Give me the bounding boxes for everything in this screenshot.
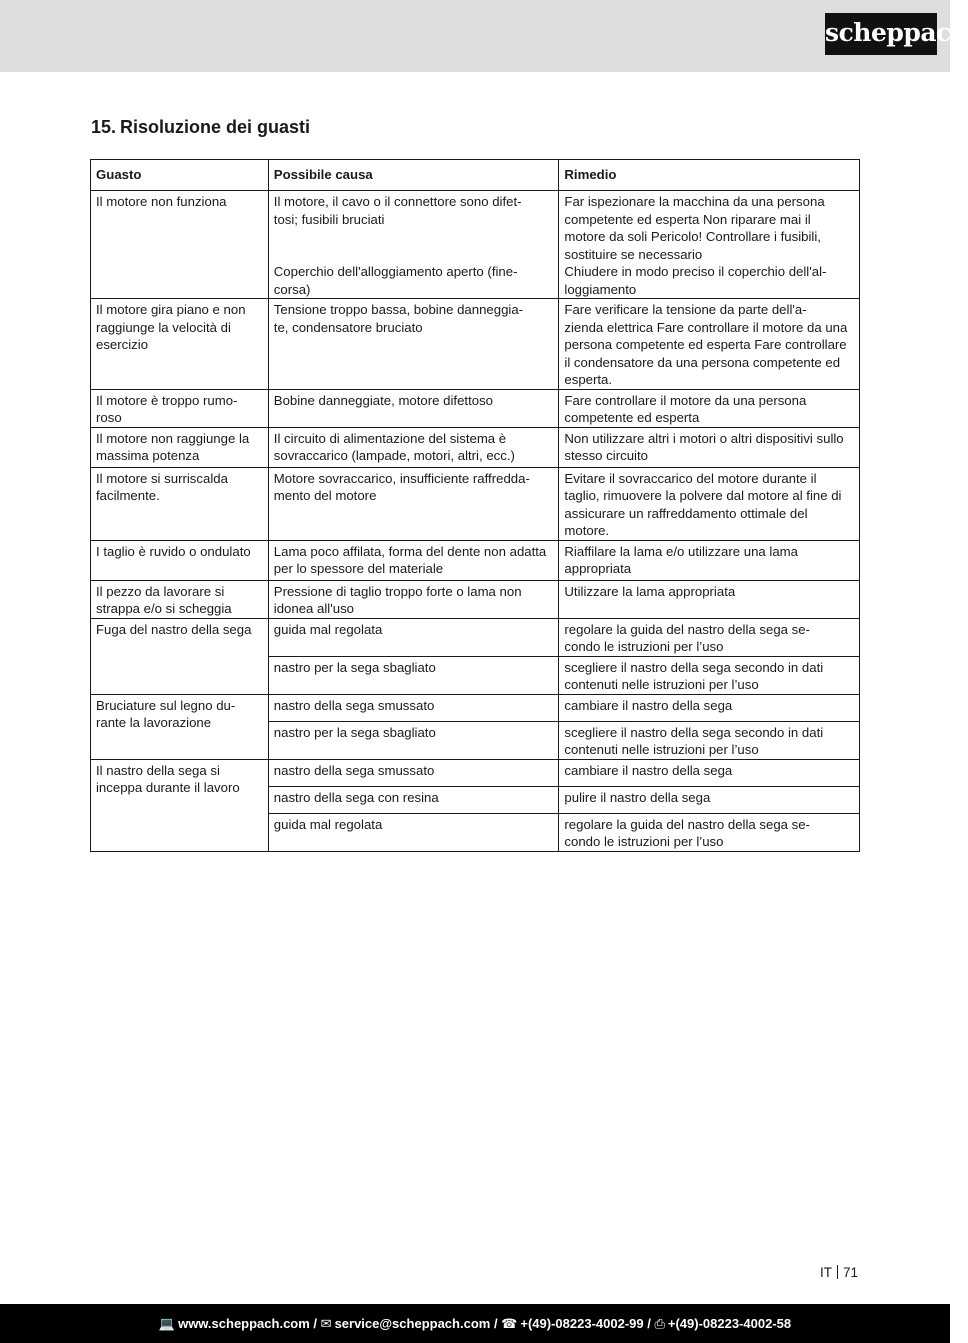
page-number-value: 71 <box>843 1265 859 1280</box>
cause-cell: guida mal regolata <box>268 813 559 851</box>
page-number <box>820 1265 858 1280</box>
table-header-row <box>91 160 860 191</box>
footer-band: 💻 www.scheppach.com / ✉ service@scheppach.com / ☎ +(49)-08223-4002-99 / ⎙ +(49)-08223-4002-58 <box>0 1304 950 1343</box>
phone-icon: ☎ <box>501 1316 518 1331</box>
header-fault: Guasto <box>91 160 269 191</box>
section-title <box>91 117 310 138</box>
remedy-cell: regolare la guida del nastro della sega se- condo le istruzioni per l’uso <box>559 813 860 851</box>
table-row <box>91 580 860 618</box>
cause-cell: Bobine danneggiate, motore difettoso <box>268 389 559 427</box>
cause-cell: Pressione di taglio troppo forte o lama non idonea all'uso <box>268 580 559 618</box>
cause-cell: nastro della sega smussato <box>268 759 559 786</box>
table-row <box>91 427 860 467</box>
cause-cell: Motore sovraccarico, insufficiente raffredda- mento del motore <box>268 467 559 540</box>
page-separator <box>837 1265 838 1279</box>
remedy-cell: scegliere il nastro della sega secondo in dati contenuti nelle istruzioni per l’uso <box>559 721 860 759</box>
troubleshooting-table <box>90 159 860 852</box>
fault-cell: I taglio è ruvido o ondulato <box>91 540 269 580</box>
fault-cell: Il nastro della sega si inceppa durante il lavoro <box>91 759 269 851</box>
cause-cell: guida mal regolata <box>268 618 559 656</box>
footer-fax: +(49)-08223-4002-58 <box>667 1316 792 1331</box>
footer-email[interactable]: service@scheppach.com <box>334 1316 491 1331</box>
cause-cell: Tensione troppo bassa, bobine danneggia- te, condensatore bruciato <box>268 299 559 390</box>
section-title-text: Risoluzione dei guasti <box>120 117 311 137</box>
remedy-cell: Riaffilare la lama e/o utilizzare una lama appropriata <box>559 540 860 580</box>
remedy-cell: cambiare il nastro della sega <box>559 759 860 786</box>
footer-website[interactable]: www.scheppach.com <box>178 1316 310 1331</box>
remedy-cell: pulire il nastro della sega <box>559 786 860 813</box>
cause-cell: Il motore, il cavo o il connettore sono difet- tosi; fusibili bruciati Coperchio dell'alloggiamento aperto (fine- corsa) <box>268 191 559 299</box>
brand-logo: scheppach <box>825 13 937 55</box>
fault-cell: Fuga del nastro della sega <box>91 618 269 694</box>
header-remedy: Rimedio <box>559 160 860 191</box>
table-row <box>91 540 860 580</box>
fault-cell: Il motore non raggiunge la massima potenza <box>91 427 269 467</box>
fault-cell: Il motore si surriscalda facilmente. <box>91 467 269 540</box>
fault-cell: Il motore non funziona <box>91 191 269 299</box>
remedy-cell: scegliere il nastro della sega secondo in dati contenuti nelle istruzioni per l’uso <box>559 656 860 694</box>
header-cause: Possibile causa <box>268 160 559 191</box>
fault-cell: Il motore gira piano e non raggiunge la velocità di esercizio <box>91 299 269 390</box>
fault-cell: Il pezzo da lavorare si strappa e/o si scheggia <box>91 580 269 618</box>
fault-cell: Bruciature sul legno du- rante la lavorazione <box>91 694 269 759</box>
cause-cell: Il circuito di alimentazione del sistema è sovraccarico (lampade, motori, altri, ecc.) <box>268 427 559 467</box>
table-row <box>91 694 860 721</box>
table-row <box>91 191 860 299</box>
remedy-cell: Non utilizzare altri i motori o altri dispositivi sullo stesso circuito <box>559 427 860 467</box>
fax-icon: ⎙ <box>654 1316 665 1331</box>
table-row <box>91 759 860 786</box>
table-row <box>91 467 860 540</box>
cause-cell: nastro della sega smussato <box>268 694 559 721</box>
cause-cell: nastro per la sega sbagliato <box>268 656 559 694</box>
table-row <box>91 618 860 656</box>
table-row <box>91 299 860 390</box>
section-number: 15. <box>91 117 117 137</box>
mail-icon: ✉ <box>320 1316 332 1331</box>
table-row <box>91 389 860 427</box>
cause-cell: Lama poco affilata, forma del dente non adatta per lo spessore del materiale <box>268 540 559 580</box>
cause-cell: nastro per la sega sbagliato <box>268 721 559 759</box>
language-code: IT <box>820 1265 832 1280</box>
remedy-cell: Utilizzare la lama appropriata <box>559 580 860 618</box>
remedy-cell: cambiare il nastro della sega <box>559 694 860 721</box>
footer-phone: +(49)-08223-4002-99 <box>520 1316 644 1331</box>
remedy-cell: Far ispezionare la macchina da una persona competente ed esperta Non riparare mai il motore da soli Pericolo! Controllare i fusibili, sostituire se necessario Chiudere in modo preciso il coperchio dell'al- loggiamento <box>559 191 860 299</box>
remedy-cell: Evitare il sovraccarico del motore durante il taglio, rimuovere la polvere dal motore al fine di assicurare un raffreddamento ottimale del motore. <box>559 467 860 540</box>
computer-icon: 💻 <box>158 1316 176 1331</box>
cause-cell: nastro della sega con resina <box>268 786 559 813</box>
remedy-cell: Fare verificare la tensione da parte dell'a- zienda elettrica Fare controllare il motore da una persona competente ed esperta Fare controllare il condensatore da una persona competente ed esperta. <box>559 299 860 390</box>
fault-cell: Il motore è troppo rumo- roso <box>91 389 269 427</box>
remedy-cell: Fare controllare il motore da una persona competente ed esperta <box>559 389 860 427</box>
header-band <box>0 0 968 72</box>
remedy-cell: regolare la guida del nastro della sega se- condo le istruzioni per l’uso <box>559 618 860 656</box>
